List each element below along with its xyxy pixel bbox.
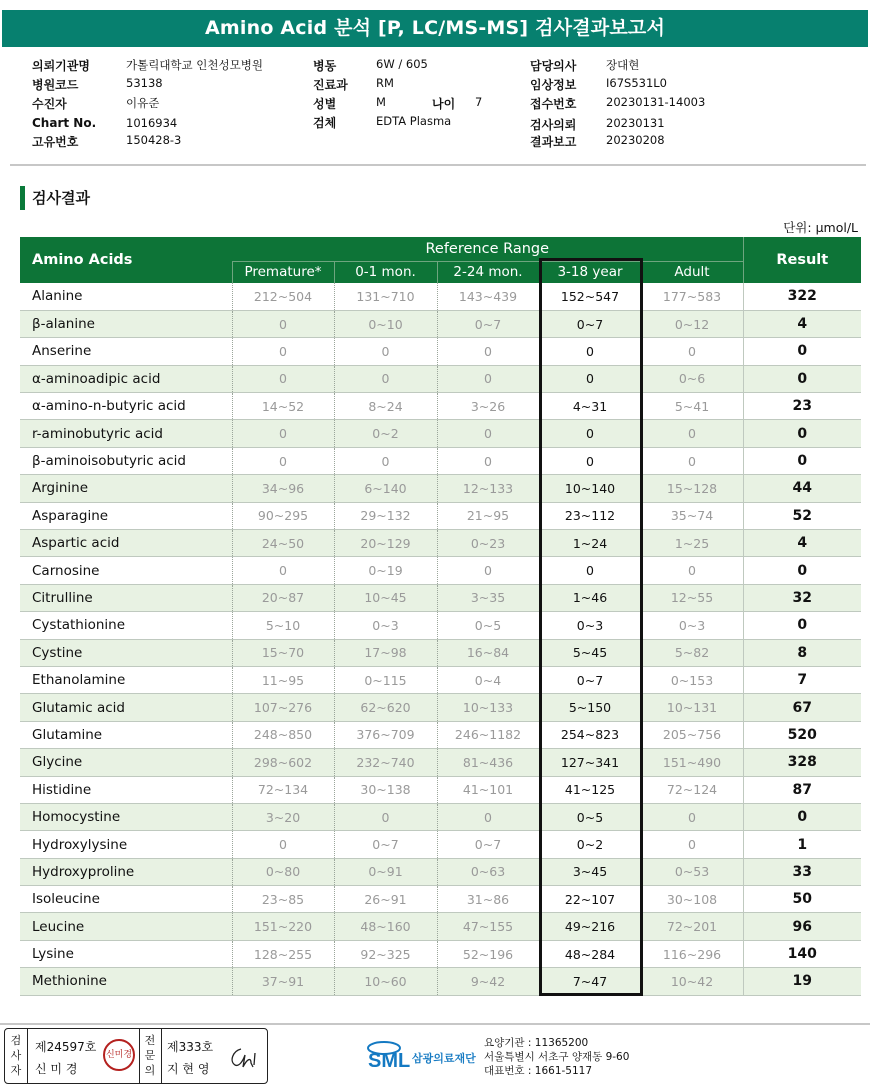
amino-acid-name: Ethanolamine bbox=[20, 666, 232, 693]
amino-acid-name: Glycine bbox=[20, 749, 232, 776]
range-3-18-year: 41~125 bbox=[539, 776, 641, 803]
range-adult: 0~6 bbox=[641, 365, 743, 392]
amino-acid-name: Citrulline bbox=[20, 584, 232, 611]
range-premature: 0 bbox=[232, 447, 334, 474]
table-row bbox=[20, 612, 861, 639]
lab-address: 서울특별시 서초구 양재동 9-60 bbox=[484, 1051, 630, 1063]
range-0-1-mon: 62~620 bbox=[334, 694, 437, 721]
range-premature: 14~52 bbox=[232, 393, 334, 420]
table-row bbox=[20, 420, 861, 447]
unit-label: 단위: μmol/L bbox=[783, 220, 858, 235]
range-adult: 205~756 bbox=[641, 721, 743, 748]
range-2-24-mon: 246~1182 bbox=[437, 721, 539, 748]
range-adult: 177~583 bbox=[641, 283, 743, 310]
range-premature: 248~850 bbox=[232, 721, 334, 748]
range-3-18-year: 1~24 bbox=[539, 530, 641, 557]
col-premature: Premature* bbox=[232, 261, 334, 283]
range-2-24-mon: 0 bbox=[437, 338, 539, 365]
range-premature: 23~85 bbox=[232, 886, 334, 913]
signature-icon bbox=[227, 1043, 263, 1071]
range-0-1-mon: 30~138 bbox=[334, 776, 437, 803]
range-2-24-mon: 0~5 bbox=[437, 612, 539, 639]
table-row bbox=[20, 557, 861, 584]
result-value: 0 bbox=[743, 420, 861, 447]
range-2-24-mon: 16~84 bbox=[437, 639, 539, 666]
range-2-24-mon: 3~26 bbox=[437, 393, 539, 420]
table-row bbox=[20, 749, 861, 776]
range-adult: 10~42 bbox=[641, 968, 743, 995]
sex-value: M bbox=[376, 95, 386, 109]
amino-acid-name: Hydroxylysine bbox=[20, 831, 232, 858]
specialist-label: 전 문 의 bbox=[144, 1034, 156, 1077]
range-adult: 0~153 bbox=[641, 666, 743, 693]
range-premature: 298~602 bbox=[232, 749, 334, 776]
range-premature: 34~96 bbox=[232, 475, 334, 502]
range-0-1-mon: 0~10 bbox=[334, 310, 437, 337]
req-inst-value: 가톨릭대학교 인천성모병원 bbox=[126, 58, 263, 72]
req-inst-label: 의뢰기관명 bbox=[32, 59, 90, 73]
range-2-24-mon: 47~155 bbox=[437, 913, 539, 940]
result-value: 520 bbox=[743, 721, 861, 748]
amino-acid-name: Arginine bbox=[20, 475, 232, 502]
range-adult: 5~82 bbox=[641, 639, 743, 666]
range-0-1-mon: 0 bbox=[334, 365, 437, 392]
unique-value: 150428-3 bbox=[126, 133, 182, 147]
table-row bbox=[20, 666, 861, 693]
amino-acid-name: Cystathionine bbox=[20, 612, 232, 639]
result-value: 328 bbox=[743, 749, 861, 776]
result-value: 52 bbox=[743, 502, 861, 529]
table-row bbox=[20, 365, 861, 392]
table-row bbox=[20, 447, 861, 474]
hosp-code-label: 병원코드 bbox=[32, 78, 79, 92]
range-premature: 20~87 bbox=[232, 584, 334, 611]
range-adult: 30~108 bbox=[641, 886, 743, 913]
range-adult: 72~201 bbox=[641, 913, 743, 940]
range-3-18-year: 22~107 bbox=[539, 886, 641, 913]
range-3-18-year: 3~45 bbox=[539, 858, 641, 885]
age-value: 7 bbox=[475, 95, 483, 109]
amino-acid-name: Carnosine bbox=[20, 557, 232, 584]
amino-acid-name: r-aminobutyric acid bbox=[20, 420, 232, 447]
result-value: 33 bbox=[743, 858, 861, 885]
result-value: 0 bbox=[743, 365, 861, 392]
table-row bbox=[20, 310, 861, 337]
range-2-24-mon: 10~133 bbox=[437, 694, 539, 721]
range-premature: 0 bbox=[232, 831, 334, 858]
range-2-24-mon: 0~4 bbox=[437, 666, 539, 693]
table-row bbox=[20, 776, 861, 803]
dept-value: RM bbox=[376, 76, 394, 90]
range-2-24-mon: 0 bbox=[437, 803, 539, 830]
range-2-24-mon: 41~101 bbox=[437, 776, 539, 803]
col-reference-range: Reference Range bbox=[232, 237, 743, 261]
examiner-no: 제24597호 bbox=[35, 1040, 97, 1054]
range-3-18-year: 5~150 bbox=[539, 694, 641, 721]
range-0-1-mon: 0~3 bbox=[334, 612, 437, 639]
range-premature: 72~134 bbox=[232, 776, 334, 803]
range-3-18-year: 0 bbox=[539, 447, 641, 474]
result-value: 0 bbox=[743, 612, 861, 639]
ward-value: 6W / 605 bbox=[376, 57, 428, 71]
range-3-18-year: 0~2 bbox=[539, 831, 641, 858]
col-2-24-mon: 2-24 mon. bbox=[437, 261, 539, 283]
examiner-name: 신 미 경 bbox=[35, 1062, 78, 1076]
amino-acid-name: α-aminoadipic acid bbox=[20, 365, 232, 392]
range-premature: 128~255 bbox=[232, 940, 334, 967]
amino-acid-name: Aspartic acid bbox=[20, 530, 232, 557]
result-value: 50 bbox=[743, 886, 861, 913]
range-0-1-mon: 6~140 bbox=[334, 475, 437, 502]
section-title: 검사결과 bbox=[20, 186, 90, 210]
range-adult: 0~12 bbox=[641, 310, 743, 337]
specialist-no: 제333호 bbox=[167, 1040, 214, 1054]
examiner-seal: 신미경 bbox=[103, 1039, 135, 1071]
range-adult: 12~55 bbox=[641, 584, 743, 611]
range-2-24-mon: 31~86 bbox=[437, 886, 539, 913]
range-0-1-mon: 10~60 bbox=[334, 968, 437, 995]
range-3-18-year: 0 bbox=[539, 420, 641, 447]
clinical-value: I67S531L0 bbox=[606, 76, 667, 90]
result-value: 67 bbox=[743, 694, 861, 721]
range-3-18-year: 0 bbox=[539, 338, 641, 365]
age-label: 나이 bbox=[432, 97, 456, 111]
table-row bbox=[20, 913, 861, 940]
result-value: 23 bbox=[743, 393, 861, 420]
range-adult: 72~124 bbox=[641, 776, 743, 803]
table-row bbox=[20, 639, 861, 666]
range-adult: 10~131 bbox=[641, 694, 743, 721]
table-row bbox=[20, 831, 861, 858]
examiner-label: 검 사 자 bbox=[10, 1034, 22, 1077]
results-table bbox=[20, 237, 861, 996]
range-0-1-mon: 29~132 bbox=[334, 502, 437, 529]
range-adult: 0~3 bbox=[641, 612, 743, 639]
table-row bbox=[20, 858, 861, 885]
amino-acid-name: Anserine bbox=[20, 338, 232, 365]
range-0-1-mon: 17~98 bbox=[334, 639, 437, 666]
range-0-1-mon: 48~160 bbox=[334, 913, 437, 940]
range-0-1-mon: 0 bbox=[334, 447, 437, 474]
result-value: 4 bbox=[743, 310, 861, 337]
range-2-24-mon: 0 bbox=[437, 447, 539, 474]
table-row bbox=[20, 584, 861, 611]
range-premature: 107~276 bbox=[232, 694, 334, 721]
col-0-1-mon: 0-1 mon. bbox=[334, 261, 437, 283]
range-adult: 0 bbox=[641, 338, 743, 365]
patient-info bbox=[0, 55, 870, 155]
request-label: 검사의뢰 bbox=[530, 118, 577, 132]
range-2-24-mon: 0 bbox=[437, 365, 539, 392]
range-3-18-year: 0~7 bbox=[539, 310, 641, 337]
range-0-1-mon: 232~740 bbox=[334, 749, 437, 776]
logo-text: SML bbox=[368, 1050, 411, 1072]
col-adult: Adult bbox=[641, 261, 743, 283]
range-2-24-mon: 81~436 bbox=[437, 749, 539, 776]
range-0-1-mon: 131~710 bbox=[334, 283, 437, 310]
amino-acid-name: β-aminoisobutyric acid bbox=[20, 447, 232, 474]
range-premature: 0 bbox=[232, 420, 334, 447]
unique-label: 고유번호 bbox=[32, 135, 79, 149]
range-0-1-mon: 10~45 bbox=[334, 584, 437, 611]
table-row bbox=[20, 530, 861, 557]
range-3-18-year: 10~140 bbox=[539, 475, 641, 502]
range-3-18-year: 0 bbox=[539, 365, 641, 392]
amino-acid-name: Lysine bbox=[20, 940, 232, 967]
range-adult: 0 bbox=[641, 831, 743, 858]
table-row bbox=[20, 502, 861, 529]
result-value: 44 bbox=[743, 475, 861, 502]
sex-label: 성별 bbox=[313, 97, 337, 111]
result-value: 0 bbox=[743, 557, 861, 584]
amino-acid-name: β-alanine bbox=[20, 310, 232, 337]
range-2-24-mon: 21~95 bbox=[437, 502, 539, 529]
specialist-name: 지 현 영 bbox=[167, 1062, 210, 1076]
chart-label: Chart No. bbox=[32, 116, 97, 130]
ward-label: 병동 bbox=[313, 59, 337, 73]
range-0-1-mon: 0 bbox=[334, 803, 437, 830]
result-value: 0 bbox=[743, 338, 861, 365]
range-0-1-mon: 0~7 bbox=[334, 831, 437, 858]
range-3-18-year: 1~46 bbox=[539, 584, 641, 611]
result-value: 32 bbox=[743, 584, 861, 611]
range-adult: 116~296 bbox=[641, 940, 743, 967]
range-2-24-mon: 0~23 bbox=[437, 530, 539, 557]
range-2-24-mon: 12~133 bbox=[437, 475, 539, 502]
result-value: 87 bbox=[743, 776, 861, 803]
sml-logo bbox=[366, 1036, 486, 1076]
results-body bbox=[20, 283, 861, 995]
result-value: 140 bbox=[743, 940, 861, 967]
range-2-24-mon: 9~42 bbox=[437, 968, 539, 995]
range-3-18-year: 0~5 bbox=[539, 803, 641, 830]
receipt-label: 접수번호 bbox=[530, 97, 577, 111]
range-2-24-mon: 0 bbox=[437, 557, 539, 584]
range-adult: 0 bbox=[641, 803, 743, 830]
range-0-1-mon: 8~24 bbox=[334, 393, 437, 420]
amino-acid-name: Alanine bbox=[20, 283, 232, 310]
range-3-18-year: 0~3 bbox=[539, 612, 641, 639]
range-3-18-year: 4~31 bbox=[539, 393, 641, 420]
range-premature: 24~50 bbox=[232, 530, 334, 557]
doctor-label: 담당의사 bbox=[530, 59, 577, 73]
range-0-1-mon: 0 bbox=[334, 338, 437, 365]
range-3-18-year: 7~47 bbox=[539, 968, 641, 995]
table-row bbox=[20, 283, 861, 310]
range-adult: 1~25 bbox=[641, 530, 743, 557]
table-row bbox=[20, 393, 861, 420]
report-date-label: 결과보고 bbox=[530, 135, 577, 149]
range-3-18-year: 23~112 bbox=[539, 502, 641, 529]
range-0-1-mon: 0~2 bbox=[334, 420, 437, 447]
amino-acid-name: Asparagine bbox=[20, 502, 232, 529]
amino-acid-name: Cystine bbox=[20, 639, 232, 666]
report-date-value: 20230208 bbox=[606, 133, 665, 147]
range-premature: 0 bbox=[232, 557, 334, 584]
recipient-label: 수진자 bbox=[32, 97, 67, 111]
range-2-24-mon: 0~7 bbox=[437, 310, 539, 337]
footer-divider bbox=[0, 1023, 870, 1025]
col-3-18-year: 3-18 year bbox=[539, 261, 641, 283]
range-adult: 5~41 bbox=[641, 393, 743, 420]
specimen-value: EDTA Plasma bbox=[376, 114, 452, 128]
result-value: 7 bbox=[743, 666, 861, 693]
amino-acid-name: Hydroxyproline bbox=[20, 858, 232, 885]
amino-acid-name: Homocystine bbox=[20, 803, 232, 830]
range-adult: 0 bbox=[641, 557, 743, 584]
result-value: 4 bbox=[743, 530, 861, 557]
range-3-18-year: 49~216 bbox=[539, 913, 641, 940]
specimen-label: 검체 bbox=[313, 116, 337, 130]
signature-box bbox=[4, 1028, 268, 1084]
table-row bbox=[20, 338, 861, 365]
range-premature: 0 bbox=[232, 365, 334, 392]
result-value: 8 bbox=[743, 639, 861, 666]
table-row bbox=[20, 694, 861, 721]
chart-value: 1016934 bbox=[126, 116, 178, 130]
range-3-18-year: 254~823 bbox=[539, 721, 641, 748]
amino-acid-name: α-amino-n-butyric acid bbox=[20, 393, 232, 420]
result-value: 1 bbox=[743, 831, 861, 858]
hosp-code-value: 53138 bbox=[126, 76, 163, 90]
range-0-1-mon: 0~115 bbox=[334, 666, 437, 693]
table-row bbox=[20, 940, 861, 967]
range-2-24-mon: 52~196 bbox=[437, 940, 539, 967]
col-amino-acids: Amino Acids bbox=[20, 237, 232, 283]
range-0-1-mon: 0~91 bbox=[334, 858, 437, 885]
range-0-1-mon: 20~129 bbox=[334, 530, 437, 557]
receipt-value: 20230131-14003 bbox=[606, 95, 706, 109]
lab-info bbox=[484, 1036, 629, 1078]
range-3-18-year: 127~341 bbox=[539, 749, 641, 776]
range-adult: 15~128 bbox=[641, 475, 743, 502]
range-3-18-year: 152~547 bbox=[539, 283, 641, 310]
table-row bbox=[20, 721, 861, 748]
range-3-18-year: 0 bbox=[539, 557, 641, 584]
amino-acid-name: Leucine bbox=[20, 913, 232, 940]
range-adult: 0 bbox=[641, 447, 743, 474]
range-0-1-mon: 92~325 bbox=[334, 940, 437, 967]
clinical-label: 임상정보 bbox=[530, 78, 577, 92]
col-result: Result bbox=[743, 237, 861, 283]
range-premature: 151~220 bbox=[232, 913, 334, 940]
recipient-value: 이유준 bbox=[126, 96, 160, 110]
table-row bbox=[20, 475, 861, 502]
range-adult: 151~490 bbox=[641, 749, 743, 776]
report-title: Amino Acid 분석 [P, LC/MS-MS] 검사결과보고서 bbox=[2, 10, 868, 47]
range-premature: 15~70 bbox=[232, 639, 334, 666]
range-premature: 5~10 bbox=[232, 612, 334, 639]
range-2-24-mon: 0~7 bbox=[437, 831, 539, 858]
doctor-value: 장대현 bbox=[606, 58, 640, 72]
range-adult: 0 bbox=[641, 420, 743, 447]
range-premature: 90~295 bbox=[232, 502, 334, 529]
range-adult: 35~74 bbox=[641, 502, 743, 529]
range-0-1-mon: 0~19 bbox=[334, 557, 437, 584]
range-premature: 37~91 bbox=[232, 968, 334, 995]
range-2-24-mon: 0~63 bbox=[437, 858, 539, 885]
range-premature: 0~80 bbox=[232, 858, 334, 885]
range-premature: 11~95 bbox=[232, 666, 334, 693]
result-value: 19 bbox=[743, 968, 861, 995]
range-premature: 0 bbox=[232, 338, 334, 365]
range-3-18-year: 0~7 bbox=[539, 666, 641, 693]
range-2-24-mon: 3~35 bbox=[437, 584, 539, 611]
range-3-18-year: 48~284 bbox=[539, 940, 641, 967]
dept-label: 진료과 bbox=[313, 78, 348, 92]
range-premature: 212~504 bbox=[232, 283, 334, 310]
range-2-24-mon: 0 bbox=[437, 420, 539, 447]
range-0-1-mon: 376~709 bbox=[334, 721, 437, 748]
amino-acid-name: Histidine bbox=[20, 776, 232, 803]
table-row bbox=[20, 803, 861, 830]
amino-acid-name: Isoleucine bbox=[20, 886, 232, 913]
amino-acid-name: Glutamine bbox=[20, 721, 232, 748]
result-value: 322 bbox=[743, 283, 861, 310]
range-0-1-mon: 26~91 bbox=[334, 886, 437, 913]
table-row bbox=[20, 968, 861, 995]
lab-code: 요양기관 : 11365200 bbox=[484, 1037, 589, 1049]
amino-acid-name: Methionine bbox=[20, 968, 232, 995]
org-name: 삼광의료재단 bbox=[412, 1052, 476, 1065]
result-value: 0 bbox=[743, 803, 861, 830]
range-3-18-year: 5~45 bbox=[539, 639, 641, 666]
result-value: 0 bbox=[743, 447, 861, 474]
divider bbox=[10, 164, 866, 166]
range-premature: 0 bbox=[232, 310, 334, 337]
range-premature: 3~20 bbox=[232, 803, 334, 830]
result-value: 96 bbox=[743, 913, 861, 940]
range-2-24-mon: 143~439 bbox=[437, 283, 539, 310]
table-row bbox=[20, 886, 861, 913]
amino-acid-name: Glutamic acid bbox=[20, 694, 232, 721]
lab-phone: 대표번호 : 1661-5117 bbox=[484, 1065, 593, 1077]
range-adult: 0~53 bbox=[641, 858, 743, 885]
request-value: 20230131 bbox=[606, 116, 665, 130]
